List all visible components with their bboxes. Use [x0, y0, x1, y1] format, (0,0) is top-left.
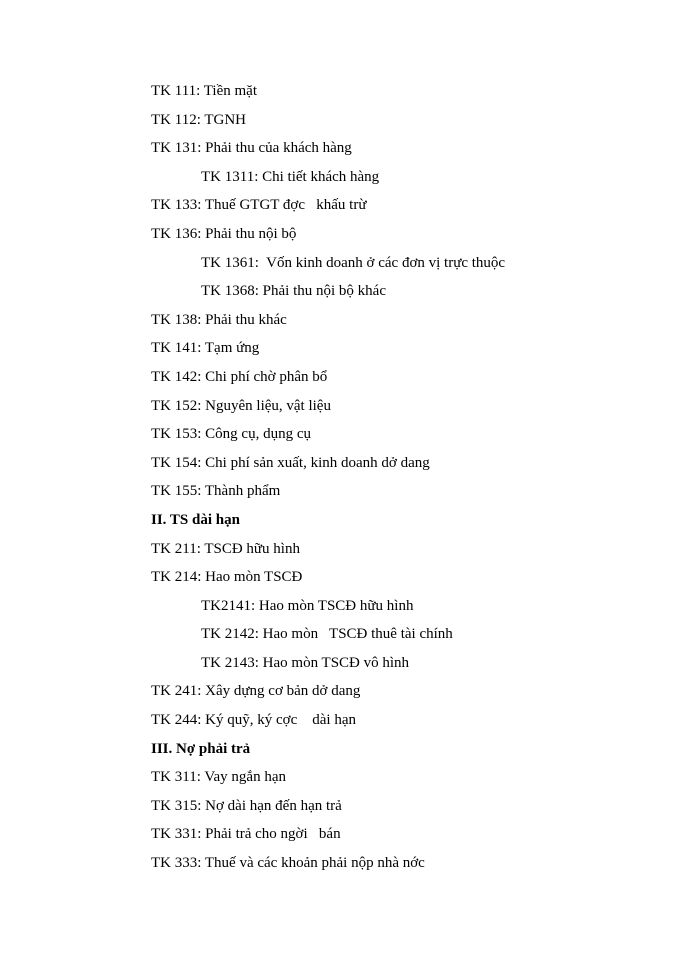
account-line: TK 138: Phải thu khác	[151, 311, 287, 328]
account-line: TK 331: Phải trả cho ngời bán	[151, 826, 341, 843]
account-line: TK 112: TGNH	[151, 111, 246, 128]
account-line: TK 133: Thuế GTGT đợc khấu trừ	[151, 197, 367, 214]
account-line: TK 131: Phải thu của khách hàng	[151, 140, 352, 157]
account-line: TK 153: Công cụ, dụng cụ	[151, 426, 311, 443]
sub-account-line: TK 1361: Vốn kinh doanh ở các đơn vị trực thuộc	[201, 254, 506, 271]
account-line: TK 154: Chi phí sản xuất, kinh doanh dở dang	[151, 454, 430, 471]
account-line: TK 311: Vay ngắn hạn	[151, 769, 286, 786]
account-line: TK 152: Nguyên liệu, vật liệu	[151, 397, 331, 414]
account-line: TK 241: Xây dựng cơ bản dở dang	[151, 683, 361, 700]
sub-account-line: TK 1311: Chi tiết khách hàng	[201, 168, 380, 185]
section-heading: III. Nợ phải trả	[151, 740, 251, 757]
sub-account-line: TK 2142: Hao mòn TSCĐ thuê tài chính	[201, 626, 453, 643]
account-line: TK 333: Thuế và các khoản phải nộp nhà nớc	[151, 855, 425, 872]
account-list	[151, 79, 505, 880]
account-line: TK 141: Tạm ứng	[151, 340, 260, 357]
account-line: TK 214: Hao mòn TSCĐ	[151, 569, 303, 586]
account-line: TK 315: Nợ dài hạn đến hạn trả	[151, 797, 342, 814]
account-line: TK 244: Ký quỹ, ký cợc dài hạn	[151, 712, 356, 729]
sub-account-line: TK 2143: Hao mòn TSCĐ vô hình	[201, 654, 410, 671]
account-line: TK 142: Chi phí chờ phân bổ	[151, 368, 328, 385]
section-heading: II. TS dài hạn	[151, 511, 240, 528]
sub-account-line: TK2141: Hao mòn TSCĐ hữu hình	[201, 597, 414, 614]
account-line: TK 155: Thành phẩm	[151, 483, 281, 500]
account-line: TK 111: Tiền mặt	[151, 83, 257, 99]
account-line: TK 211: TSCĐ hữu hình	[151, 540, 300, 557]
account-line: TK 136: Phải thu nội bộ	[151, 225, 297, 242]
sub-account-line: TK 1368: Phải thu nội bộ khác	[201, 283, 386, 300]
